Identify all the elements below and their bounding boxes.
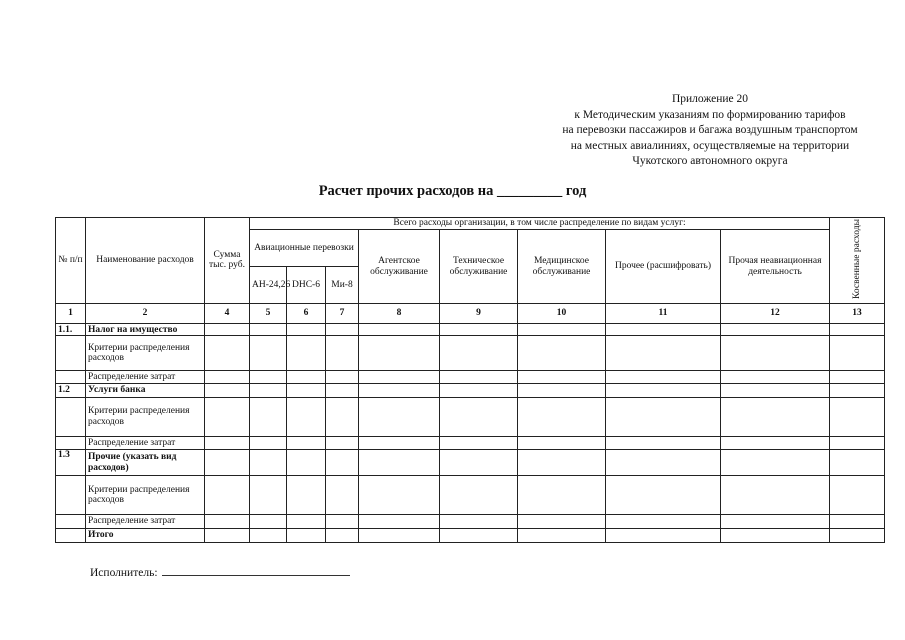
- distribution-label: Распределение затрат: [86, 515, 205, 528]
- distribution-label: Распределение затрат: [86, 437, 205, 450]
- col-number: 5: [250, 303, 287, 323]
- appendix-line: Приложение 20: [671, 93, 749, 105]
- header-indirect: [830, 218, 885, 304]
- section-name: Налог на имущество: [86, 324, 205, 336]
- header-mi: Ми-8: [326, 267, 359, 304]
- criteria-label: Критерии распределения расходов: [86, 397, 205, 437]
- col-number: 4: [205, 303, 250, 323]
- appendix-line: на перевозки пассажиров и багажа воздушным транспортом: [562, 124, 858, 136]
- appendix-line: на местных авиалиниях, осуществляемые на территории: [570, 139, 850, 152]
- col-number: 12: [721, 303, 830, 323]
- total-label: Итого: [86, 528, 205, 542]
- appendix-line: к Методическим указаниям по формированию тарифов: [574, 108, 846, 121]
- header-aviation: Авиационные перевозки: [250, 230, 359, 267]
- signature-label: Исполнитель:: [90, 567, 158, 579]
- appendix-line: Чукотского автономного округа: [632, 155, 788, 167]
- header-nonaviation: Прочая неавиационная деятельность: [721, 230, 830, 304]
- table-row: [56, 371, 885, 384]
- col-number: 8: [359, 303, 440, 323]
- col-number: 1: [56, 303, 86, 323]
- col-number: 7: [326, 303, 359, 323]
- table-row: [56, 324, 885, 336]
- section-name: Услуги банка: [86, 384, 205, 397]
- table-row: [56, 397, 885, 437]
- section-num: 1.1.: [56, 324, 86, 336]
- column-number-row: [56, 303, 885, 323]
- col-number: 10: [518, 303, 606, 323]
- table-row: [56, 515, 885, 528]
- appendix-block: [520, 92, 900, 170]
- header-an: АН-24,26: [250, 267, 287, 304]
- section-num: 1.2: [56, 384, 86, 397]
- table-row: [56, 450, 885, 475]
- section-num: 1.3: [56, 450, 86, 475]
- criteria-label: Критерии распределения расходов: [86, 336, 205, 371]
- signature-line: [162, 565, 350, 576]
- section-name: Прочие (указать вид расходов): [86, 450, 205, 475]
- col-number: 11: [606, 303, 721, 323]
- table-row: [56, 336, 885, 371]
- col-number: 6: [287, 303, 326, 323]
- header-dhc: DHC-6: [287, 267, 326, 304]
- header-other: Прочее (расшифровать): [606, 230, 721, 304]
- table-row-total: [56, 528, 885, 542]
- table-row: [56, 475, 885, 515]
- col-number: 13: [830, 303, 885, 323]
- table-row: [56, 437, 885, 450]
- header-agent: Агентское обслуживание: [359, 230, 440, 304]
- header-num: № п/п: [56, 218, 86, 304]
- criteria-label: Критерии распределения расходов: [86, 475, 205, 515]
- header-name: Наименование расходов: [86, 218, 205, 304]
- header-tech: Техническое обслуживание: [440, 230, 518, 304]
- expenses-table: [55, 217, 885, 543]
- distribution-label: Распределение затрат: [86, 371, 205, 384]
- col-number: 2: [86, 303, 205, 323]
- signature-block: [90, 565, 350, 579]
- table-row: [56, 384, 885, 397]
- col-number: 9: [440, 303, 518, 323]
- page-title: Расчет прочих расходов на _________ год: [318, 183, 587, 199]
- header-sum: Сумма тыс. руб.: [205, 218, 250, 304]
- header-total-group: Всего расходы организации, в том числе распределение по видам услуг:: [250, 218, 830, 230]
- header-indirect-text: Косвенные расходы: [851, 218, 862, 299]
- header-med: Медицинское обслуживание: [518, 230, 606, 304]
